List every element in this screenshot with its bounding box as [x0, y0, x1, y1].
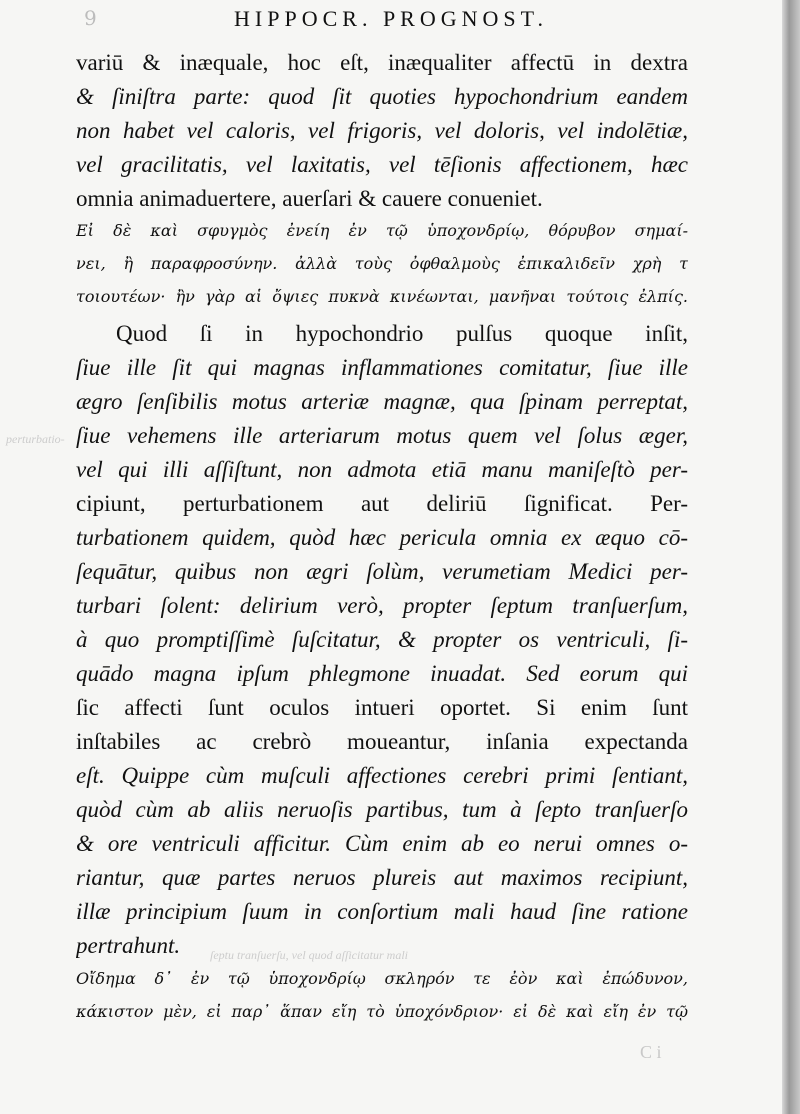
show-through-text: ſeptu tranſuerſu, vel quod aſſicitatur mali: [210, 948, 408, 962]
text-line: quòd cùm ab aliis neruoſis partibus, tum à ſepto tranſuerſo: [76, 797, 688, 822]
signature-mark: C i: [640, 1042, 662, 1062]
text-line: vel gracilitatis, vel laxitatis, vel tēſionis affectionem, hæc: [76, 152, 688, 177]
text-line: ſiue vehemens ille arteriarum motus quem vel ſolus æger,: [76, 423, 688, 448]
greek-passage-1: [76, 214, 688, 313]
text-line: & ſiniſtra parte: quod ſit quoties hypochondrium eandem: [76, 84, 688, 109]
text-line: eſt. Quippe cùm muſculi affectiones cerebri primi ſentiant,: [76, 763, 688, 788]
text-line: non habet vel caloris, vel frigoris, vel doloris, vel indolētiæ,: [76, 118, 688, 143]
greek-line: Οἴδημα δ᾽ ἐν τῷ ὑποχονδρίῳ σκληρόν τε ἐὸν καὶ ἐπώδυνον,: [76, 969, 688, 988]
text-line: ſequātur, quibus non ægri ſolùm, verumetiam Medici per-: [76, 559, 688, 584]
greek-line: τοιουτέων· ἢν γὰρ αἱ ὄψιες πυκνὰ κινέωνται, μανῆναι τούτοις ἐλπίς.: [76, 287, 688, 306]
text-line: ſic affecti ſunt oculos intueri oportet. Si enim ſunt: [76, 695, 688, 720]
paragraph-2: [76, 317, 688, 963]
text-line: inſtabiles ac crebrò moueantur, inſania expectanda: [76, 729, 688, 754]
text-line: omnia animaduertere, auerſari & cauere conueniet.: [76, 186, 543, 211]
text-line: ægro ſenſibilis motus arteriæ magnæ, qua ſpinam perreptat,: [76, 389, 688, 414]
text-line: illæ principium ſuum in conſortium mali haud ſine ratione: [76, 899, 688, 924]
show-through-text: perturbatio-: [6, 432, 65, 446]
greek-line: Εἰ δὲ καὶ σφυγμὸς ἐνείη ἐν τῷ ὑποχονδρίῳ, θόρυβον σημαί-: [76, 221, 688, 240]
text-line: ſiue ille ſit qui magnas inflammationes comitatur, ſiue ille: [76, 355, 688, 380]
text-line: turbationem quidem, quòd hæc pericula omnia ex æquo cō-: [76, 525, 688, 550]
text-line: cipiunt, perturbationem aut deliriū ſignificat. Per-: [76, 491, 688, 516]
page-edge: [782, 0, 800, 1114]
text-line: & ore ventriculi afficitur. Cùm enim ab eo nerui omnes o-: [76, 831, 688, 856]
text-line: Quod ſi in hypochondrio pulſus quoque inſit,: [116, 321, 688, 346]
greek-line: κάκιστον μὲν, εἰ παρ᾽ ἅπαν εἴη τὸ ὑποχόνδριον· εἰ δὲ καὶ εἴη ἐν τῷ: [76, 1002, 688, 1021]
text-line: quādo magna ipſum phlegmone inuadat. Sed eorum qui: [76, 661, 688, 686]
greek-line: νει, ἢ παραφροσύνην. ἀλλὰ τοὺς ὀφθαλμοὺς ἐπικαλιδεῖν χρὴ τ: [76, 254, 688, 273]
text-line: variū & inæquale, hoc eſt, inæqualiter affectū in dextra: [76, 50, 688, 75]
text-line: pertrahunt.: [76, 933, 181, 958]
greek-passage-2: [76, 962, 688, 1028]
text-line: turbari ſolent: delirium verò, propter ſeptum tranſuerſum,: [76, 593, 688, 618]
page-number: 9: [84, 6, 97, 30]
paragraph-1: [76, 46, 688, 216]
text-line: vel qui illi aſſiſtunt, non admota etiā manu maniſeſtò per-: [76, 457, 688, 482]
text-line: riantur, quæ partes neruos plureis aut maximos recipiunt,: [76, 865, 688, 890]
text-line: à quo promptiſſimè ſuſcitatur, & propter os ventriculi, ſi-: [76, 627, 688, 652]
running-head: HIPPOCR. PROGNOST.: [234, 6, 548, 31]
